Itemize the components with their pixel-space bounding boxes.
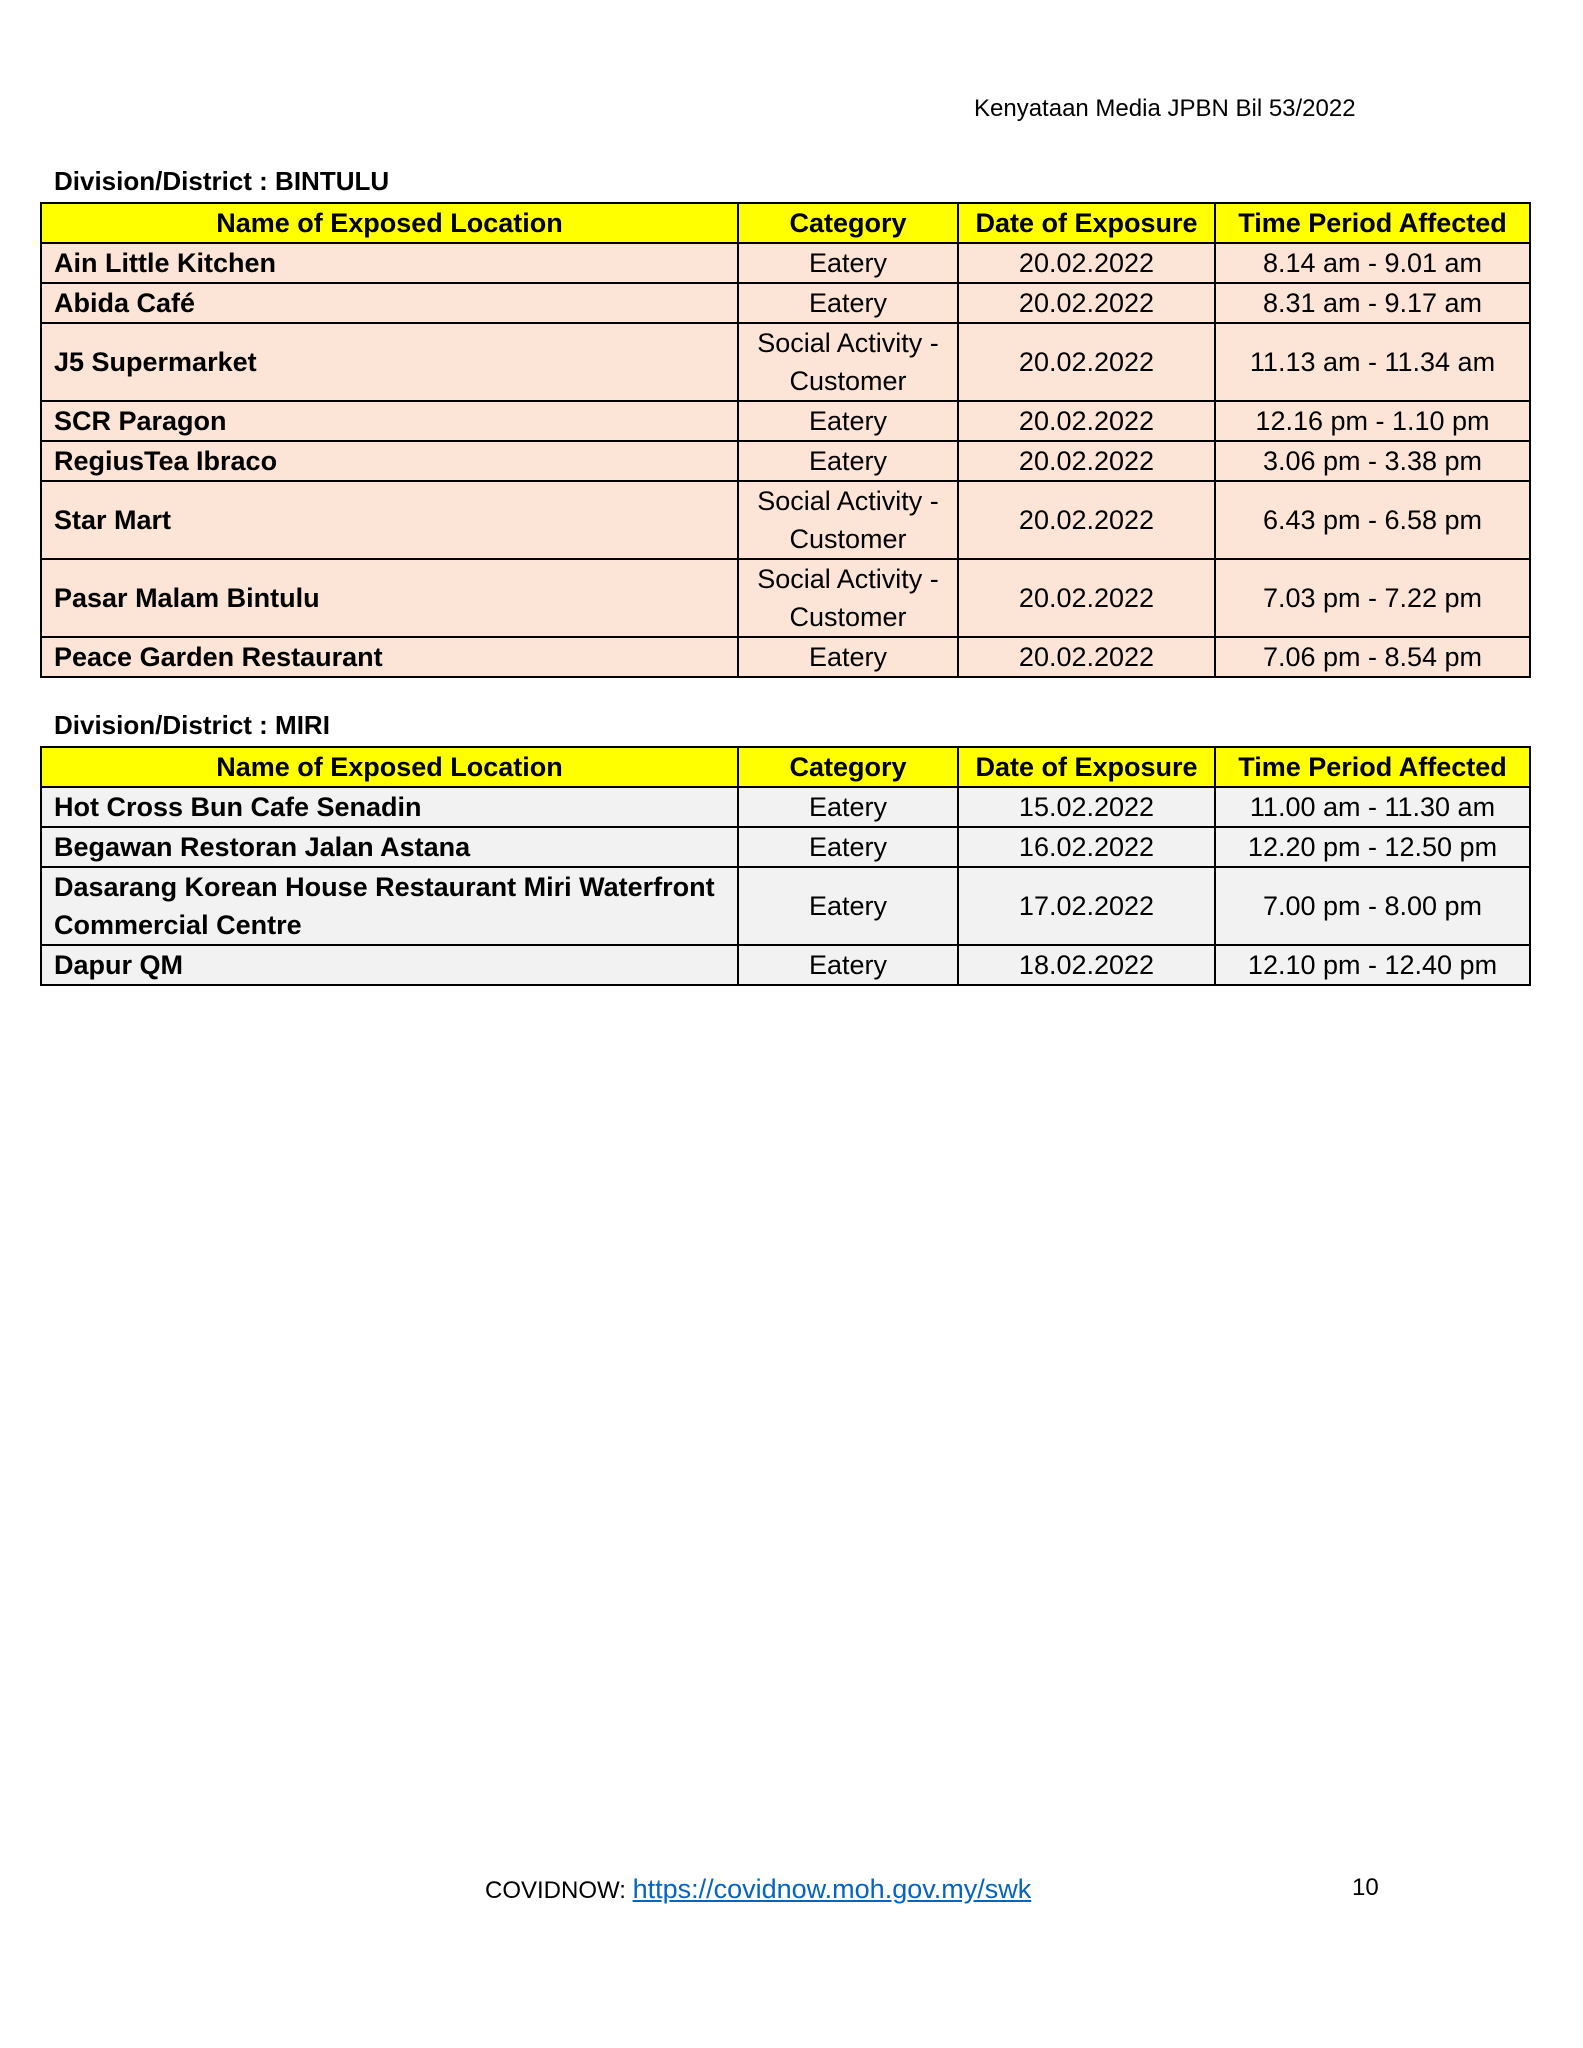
time-period: 8.14 am - 9.01 am xyxy=(1215,243,1530,283)
column-header-name: Name of Exposed Location xyxy=(41,203,738,243)
exposure-date: 20.02.2022 xyxy=(958,481,1215,559)
exposure-date: 20.02.2022 xyxy=(958,401,1215,441)
location-name: Dapur QM xyxy=(41,945,738,985)
footer-label: COVIDNOW: xyxy=(485,1877,633,1904)
table-row xyxy=(41,867,1530,945)
location-category: Eatery xyxy=(738,401,958,441)
column-header-category: Category xyxy=(738,203,958,243)
time-period: 3.06 pm - 3.38 pm xyxy=(1215,441,1530,481)
page-number: 10 xyxy=(1352,1874,1379,1901)
time-period: 7.03 pm - 7.22 pm xyxy=(1215,559,1530,637)
location-name: RegiusTea Ibraco xyxy=(41,441,738,481)
column-header-time: Time Period Affected xyxy=(1215,747,1530,787)
location-name: Begawan Restoran Jalan Astana xyxy=(41,827,738,867)
location-name: Peace Garden Restaurant xyxy=(41,637,738,677)
location-name: Star Mart xyxy=(41,481,738,559)
table-row xyxy=(41,323,1530,401)
time-period: 6.43 pm - 6.58 pm xyxy=(1215,481,1530,559)
footer xyxy=(485,1874,1031,1905)
location-name: J5 Supermarket xyxy=(41,323,738,401)
table-row xyxy=(41,787,1530,827)
exposure-table-bintulu xyxy=(40,202,1531,678)
time-period: 12.16 pm - 1.10 pm xyxy=(1215,401,1530,441)
location-name: SCR Paragon xyxy=(41,401,738,441)
exposure-date: 20.02.2022 xyxy=(958,441,1215,481)
location-category: Eatery xyxy=(738,243,958,283)
section-miri xyxy=(40,710,1529,986)
exposure-date: 17.02.2022 xyxy=(958,867,1215,945)
time-period: 12.20 pm - 12.50 pm xyxy=(1215,827,1530,867)
location-category: Eatery xyxy=(738,945,958,985)
table-row xyxy=(41,243,1530,283)
table-row xyxy=(41,283,1530,323)
location-category: Eatery xyxy=(738,787,958,827)
exposure-date: 20.02.2022 xyxy=(958,637,1215,677)
table-row xyxy=(41,827,1530,867)
table-row xyxy=(41,441,1530,481)
time-period: 12.10 pm - 12.40 pm xyxy=(1215,945,1530,985)
time-period: 7.00 pm - 8.00 pm xyxy=(1215,867,1530,945)
section-title: Division/District : BINTULU xyxy=(54,166,390,196)
covidnow-link[interactable]: https://covidnow.moh.gov.my/swk xyxy=(632,1874,1032,1904)
location-name: Hot Cross Bun Cafe Senadin xyxy=(41,787,738,827)
section-bintulu xyxy=(40,166,1529,678)
column-header-name: Name of Exposed Location xyxy=(41,747,738,787)
location-category: Social Activity - Customer xyxy=(738,559,958,637)
location-category: Eatery xyxy=(738,283,958,323)
table-row xyxy=(41,945,1530,985)
exposure-date: 20.02.2022 xyxy=(958,323,1215,401)
location-category: Social Activity - Customer xyxy=(738,481,958,559)
time-period: 7.06 pm - 8.54 pm xyxy=(1215,637,1530,677)
time-period: 8.31 am - 9.17 am xyxy=(1215,283,1530,323)
column-header-time: Time Period Affected xyxy=(1215,203,1530,243)
location-category: Eatery xyxy=(738,441,958,481)
document-reference: Kenyataan Media JPBN Bil 53/2022 xyxy=(974,95,1356,122)
location-category: Eatery xyxy=(738,827,958,867)
location-category: Eatery xyxy=(738,637,958,677)
location-name: Abida Café xyxy=(41,283,738,323)
exposure-date: 20.02.2022 xyxy=(958,283,1215,323)
column-header-category: Category xyxy=(738,747,958,787)
column-header-date: Date of Exposure xyxy=(958,203,1215,243)
exposure-date: 15.02.2022 xyxy=(958,787,1215,827)
table-row xyxy=(41,637,1530,677)
location-name: Dasarang Korean House Restaurant Miri Waterfront Commercial Centre xyxy=(41,867,738,945)
exposure-date: 18.02.2022 xyxy=(958,945,1215,985)
location-name: Ain Little Kitchen xyxy=(41,243,738,283)
exposure-date: 16.02.2022 xyxy=(958,827,1215,867)
exposure-date: 20.02.2022 xyxy=(958,243,1215,283)
column-header-date: Date of Exposure xyxy=(958,747,1215,787)
section-title: Division/District : MIRI xyxy=(54,710,330,740)
table-header-row xyxy=(41,203,1530,243)
location-category: Social Activity - Customer xyxy=(738,323,958,401)
table-row xyxy=(41,401,1530,441)
table-row xyxy=(41,481,1530,559)
exposure-date: 20.02.2022 xyxy=(958,559,1215,637)
exposure-table-miri xyxy=(40,746,1531,986)
time-period: 11.13 am - 11.34 am xyxy=(1215,323,1530,401)
table-row xyxy=(41,559,1530,637)
time-period: 11.00 am - 11.30 am xyxy=(1215,787,1530,827)
table-header-row xyxy=(41,747,1530,787)
location-name: Pasar Malam Bintulu xyxy=(41,559,738,637)
location-category: Eatery xyxy=(738,867,958,945)
